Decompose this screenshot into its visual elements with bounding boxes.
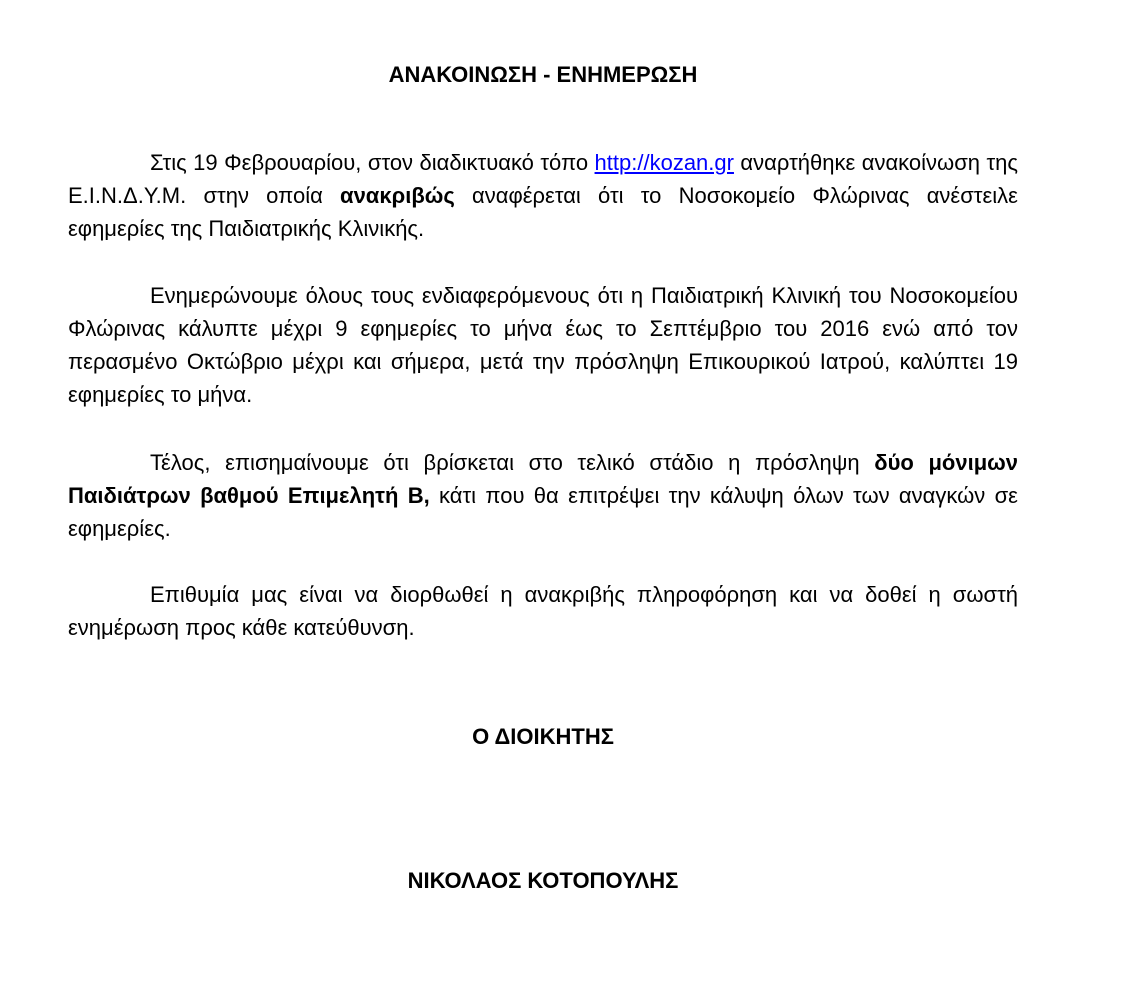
paragraph-4: Επιθυμία μας είναι να διορθωθεί η ανακριβής πληροφόρηση και να δοθεί η σωστή ενημέρωση προς κάθε κατεύθυνση.: [68, 582, 1018, 640]
kozan-link[interactable]: http://kozan.gr: [594, 150, 734, 175]
paragraph-1-text-after: αναφέρεται ότι το Νοσοκομείο Φλώρινας ανέστειλε εφημερίες της Παιδιατρικής Κλινικής.: [68, 183, 1018, 241]
paragraph-3-text-after: κάτι που θα επιτρέψει την κάλυψη όλων των αναγκών σε εφημερίες.: [68, 483, 1018, 541]
paragraph-3-bold-phrase: δύο μόνιμων Παιδιάτρων βαθμού Επιμελητή Β,: [68, 450, 1018, 508]
signature-name: ΝΙΚΟΛΑΟΣ ΚΟΤΟΠΟΥΛΗΣ: [407, 868, 679, 893]
paragraph-1: [68, 146, 1018, 245]
paragraph-3-text-before: Τέλος, επισημαίνουμε ότι βρίσκεται στο τελικό στάδιο η πρόσληψη: [150, 450, 875, 475]
paragraph-1-text-before-link: Στις 19 Φεβρουαρίου, στον διαδικτυακό τόπο: [150, 150, 595, 175]
paragraph-3: [68, 446, 1018, 545]
document-title: ΑΝΑΚΟΙΝΩΣΗ - ΕΝΗΜΕΡΩΣΗ: [388, 62, 698, 87]
paragraph-1-bold-word: ανακριβώς: [340, 183, 455, 208]
paragraph-2: Ενημερώνουμε όλους τους ενδιαφερόμενους ότι η Παιδιατρική Κλινική του Νοσοκομείου Φλώρινας κάλυπτε μέχρι 9 εφημερίες το μήνα έως το Σεπτέμβριο του 2016 ενώ από τον περασμένο Οκτώβριο μέχρι και σήμερα, μετά την πρόσληψη Επικουρικού Ιατρού, καλύπτει 19 εφημερίες το μήνα.: [68, 283, 1018, 407]
signature-title: Ο ΔΙΟΙΚΗΤΗΣ: [472, 724, 614, 749]
paragraph-1-text-middle: αναρτήθηκε ανακοίνωση της Ε.Ι.Ν.Δ.Υ.Μ. στην οποία: [68, 150, 1018, 208]
